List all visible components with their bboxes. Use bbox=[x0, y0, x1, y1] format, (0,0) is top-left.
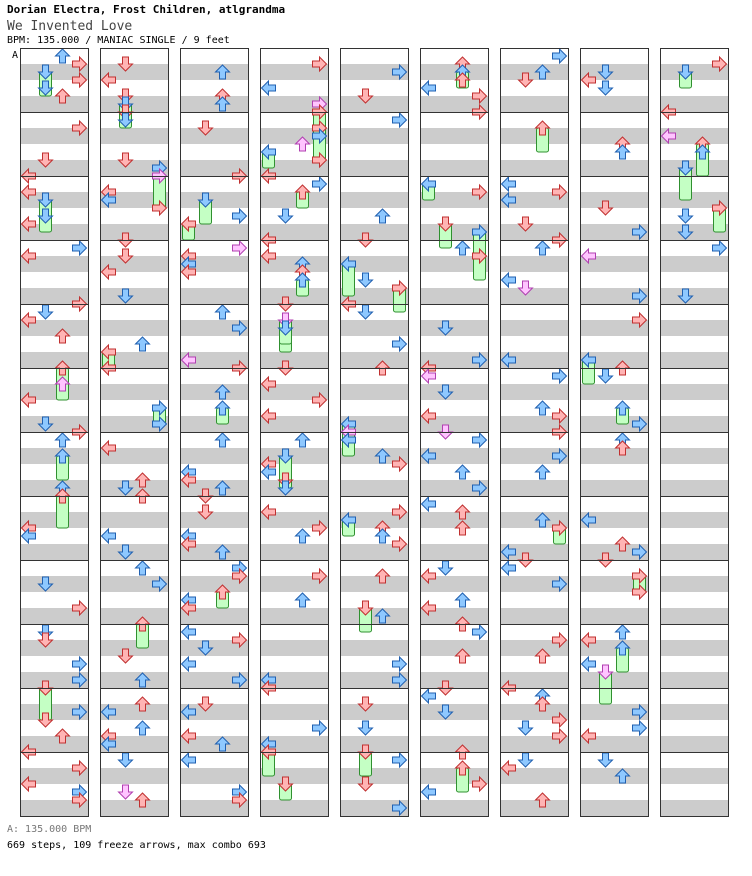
step-arrow-down bbox=[519, 721, 533, 735]
beat-stripe bbox=[180, 384, 248, 400]
beat-stripe bbox=[340, 192, 408, 208]
beat-stripe bbox=[660, 768, 728, 784]
step-arrow-left bbox=[422, 497, 436, 511]
beat-stripe bbox=[260, 800, 328, 816]
beat-stripe bbox=[180, 416, 248, 432]
beat-stripe bbox=[100, 288, 168, 304]
beat-stripe bbox=[580, 192, 648, 208]
step-arrow-up bbox=[216, 305, 230, 319]
beat-stripe bbox=[100, 224, 168, 240]
beat-stripe bbox=[420, 384, 488, 400]
step-arrow-down bbox=[679, 209, 693, 223]
beat-stripe bbox=[180, 64, 248, 80]
beat-stripe bbox=[660, 704, 728, 720]
beat-stripe bbox=[340, 768, 408, 784]
step-arrow-down bbox=[359, 721, 373, 735]
step-arrow-right bbox=[233, 241, 247, 255]
song-title: We Invented Love bbox=[7, 19, 133, 34]
step-arrow-down bbox=[599, 81, 613, 95]
beat-stripe bbox=[100, 672, 168, 688]
beat-stripe bbox=[100, 800, 168, 816]
beat-stripe bbox=[500, 256, 568, 272]
beat-stripe bbox=[100, 320, 168, 336]
beat-stripe bbox=[100, 640, 168, 656]
beat-stripe bbox=[100, 544, 168, 560]
step-arrow-right bbox=[393, 657, 407, 671]
beat-stripe bbox=[260, 640, 328, 656]
beat-stripe bbox=[420, 128, 488, 144]
step-arrow-left bbox=[422, 689, 436, 703]
step-arrow-right bbox=[633, 721, 647, 735]
step-arrow-down bbox=[599, 753, 613, 767]
bpm-summary: A: 135.000 BPM bbox=[7, 824, 92, 835]
beat-stripe bbox=[660, 480, 728, 496]
beat-stripe bbox=[500, 800, 568, 816]
step-arrow-right bbox=[553, 49, 567, 63]
song-artist: Dorian Electra, Frost Children, atlgrandma bbox=[7, 3, 286, 16]
beat-stripe bbox=[260, 480, 328, 496]
beat-stripe bbox=[420, 320, 488, 336]
beat-stripe bbox=[260, 704, 328, 720]
beat-stripe bbox=[340, 224, 408, 240]
step-arrow-up bbox=[296, 433, 310, 447]
beat-stripe bbox=[420, 640, 488, 656]
step-arrow-left bbox=[502, 177, 516, 191]
step-arrow-right bbox=[313, 177, 327, 191]
beat-stripe bbox=[500, 384, 568, 400]
beat-stripe bbox=[340, 128, 408, 144]
beat-stripe bbox=[500, 480, 568, 496]
beat-stripe bbox=[660, 672, 728, 688]
step-arrow-right bbox=[233, 209, 247, 223]
step-arrow-up bbox=[456, 241, 470, 255]
beat-stripe bbox=[660, 352, 728, 368]
beat-stripe bbox=[340, 576, 408, 592]
beat-stripe bbox=[340, 352, 408, 368]
step-arrow-left bbox=[422, 785, 436, 799]
step-arrow-right bbox=[393, 113, 407, 127]
beat-stripe bbox=[580, 128, 648, 144]
beat-stripe bbox=[500, 96, 568, 112]
step-arrow-down bbox=[359, 305, 373, 319]
beat-stripe bbox=[260, 352, 328, 368]
step-arrow-up bbox=[536, 241, 550, 255]
beat-stripe bbox=[500, 64, 568, 80]
beat-stripe bbox=[20, 448, 88, 464]
step-arrow-down bbox=[279, 209, 293, 223]
beat-stripe bbox=[660, 608, 728, 624]
step-arrow-up bbox=[56, 433, 70, 447]
beat-stripe bbox=[100, 480, 168, 496]
beat-stripe bbox=[500, 160, 568, 176]
step-arrow-up bbox=[296, 593, 310, 607]
beat-stripe bbox=[180, 128, 248, 144]
step-arrow-up bbox=[616, 145, 630, 159]
step-arrow-up bbox=[136, 337, 150, 351]
beat-stripe bbox=[340, 736, 408, 752]
step-arrow-up bbox=[216, 433, 230, 447]
beat-stripe bbox=[500, 320, 568, 336]
beat-stripe bbox=[660, 288, 728, 304]
step-arrow-up bbox=[536, 401, 550, 415]
beat-stripe bbox=[100, 768, 168, 784]
beat-stripe bbox=[260, 192, 328, 208]
beat-stripe bbox=[580, 480, 648, 496]
beat-stripe bbox=[20, 576, 88, 592]
beat-stripe bbox=[180, 512, 248, 528]
beat-stripe bbox=[180, 448, 248, 464]
beat-stripe bbox=[340, 704, 408, 720]
beat-stripe bbox=[100, 96, 168, 112]
beat-stripe bbox=[580, 384, 648, 400]
beat-stripe bbox=[500, 608, 568, 624]
beat-stripe bbox=[580, 672, 648, 688]
beat-stripe bbox=[180, 96, 248, 112]
beat-stripe bbox=[420, 672, 488, 688]
beat-stripe bbox=[260, 288, 328, 304]
beat-stripe bbox=[420, 544, 488, 560]
beat-stripe bbox=[580, 160, 648, 176]
beat-stripe bbox=[660, 544, 728, 560]
beat-stripe bbox=[580, 800, 648, 816]
step-arrow-right bbox=[393, 337, 407, 351]
step-arrow-up bbox=[456, 465, 470, 479]
chart-stats: 669 steps, 109 freeze arrows, max combo 693 bbox=[7, 840, 266, 851]
beat-stripe bbox=[340, 608, 408, 624]
step-arrow-up bbox=[616, 625, 630, 639]
beat-stripe bbox=[420, 704, 488, 720]
step-arrow-up bbox=[136, 561, 150, 575]
beat-stripe bbox=[20, 640, 88, 656]
step-arrow-right bbox=[553, 369, 567, 383]
beat-stripe bbox=[180, 192, 248, 208]
step-arrow-right bbox=[473, 625, 487, 639]
beat-stripe bbox=[20, 544, 88, 560]
beat-stripe bbox=[420, 288, 488, 304]
step-arrow-right bbox=[73, 657, 87, 671]
beat-stripe bbox=[100, 128, 168, 144]
step-arrow-right bbox=[713, 241, 727, 255]
beat-stripe bbox=[20, 96, 88, 112]
step-arrow-left bbox=[102, 529, 116, 543]
beat-stripe bbox=[260, 608, 328, 624]
step-arrow-down bbox=[119, 785, 133, 799]
beat-stripe bbox=[260, 544, 328, 560]
step-arrow-left bbox=[182, 753, 196, 767]
beat-stripe bbox=[260, 320, 328, 336]
beat-stripe bbox=[660, 384, 728, 400]
beat-stripe bbox=[340, 96, 408, 112]
beat-stripe bbox=[180, 768, 248, 784]
beat-stripe bbox=[20, 352, 88, 368]
step-arrow-down bbox=[599, 369, 613, 383]
beat-stripe bbox=[340, 384, 408, 400]
step-arrow-left bbox=[422, 81, 436, 95]
step-arrow-right bbox=[473, 433, 487, 447]
step-arrow-right bbox=[313, 721, 327, 735]
step-arrow-right bbox=[393, 753, 407, 767]
beat-stripe bbox=[420, 736, 488, 752]
step-arrow-up bbox=[376, 209, 390, 223]
beat-stripe bbox=[660, 320, 728, 336]
beat-stripe bbox=[660, 576, 728, 592]
beat-stripe bbox=[660, 448, 728, 464]
beat-stripe bbox=[660, 512, 728, 528]
step-arrow-up bbox=[136, 721, 150, 735]
beat-stripe bbox=[100, 384, 168, 400]
beat-stripe bbox=[500, 288, 568, 304]
beat-stripe bbox=[660, 736, 728, 752]
step-arrow-up bbox=[536, 465, 550, 479]
beat-stripe bbox=[420, 64, 488, 80]
step-arrow-left bbox=[182, 657, 196, 671]
beat-stripe bbox=[180, 288, 248, 304]
chart-meta: BPM: 135.000 / MANIAC SINGLE / 9 feet bbox=[7, 35, 230, 46]
beat-stripe bbox=[660, 416, 728, 432]
step-arrow-down bbox=[359, 273, 373, 287]
step-arrow-left bbox=[182, 625, 196, 639]
beat-stripe bbox=[100, 608, 168, 624]
beat-stripe bbox=[340, 640, 408, 656]
step-arrow-right bbox=[73, 241, 87, 255]
step-arrow-left bbox=[502, 273, 516, 287]
step-arrow-up bbox=[56, 49, 70, 63]
beat-stripe bbox=[580, 608, 648, 624]
beat-stripe bbox=[580, 96, 648, 112]
step-arrow-down bbox=[39, 305, 53, 319]
step-arrow-left bbox=[582, 657, 596, 671]
beat-stripe bbox=[340, 480, 408, 496]
step-arrow-left bbox=[262, 81, 276, 95]
beat-stripe bbox=[580, 768, 648, 784]
beat-stripe bbox=[660, 640, 728, 656]
step-arrow-down bbox=[439, 561, 453, 575]
beat-stripe bbox=[100, 512, 168, 528]
beat-stripe bbox=[660, 160, 728, 176]
step-arrow-up bbox=[376, 529, 390, 543]
beat-stripe bbox=[660, 800, 728, 816]
beat-stripe bbox=[420, 800, 488, 816]
beat-stripe bbox=[420, 512, 488, 528]
beat-stripe bbox=[340, 320, 408, 336]
step-arrow-left bbox=[502, 561, 516, 575]
beat-stripe bbox=[340, 160, 408, 176]
beat-stripe bbox=[420, 160, 488, 176]
beat-stripe bbox=[660, 256, 728, 272]
beat-stripe bbox=[20, 480, 88, 496]
beat-stripe bbox=[500, 128, 568, 144]
step-arrow-up bbox=[296, 529, 310, 543]
bpm-segment-label: A bbox=[12, 50, 19, 61]
step-arrow-up bbox=[456, 593, 470, 607]
step-arrow-down bbox=[519, 753, 533, 767]
beat-stripe bbox=[580, 448, 648, 464]
step-arrow-down bbox=[119, 753, 133, 767]
